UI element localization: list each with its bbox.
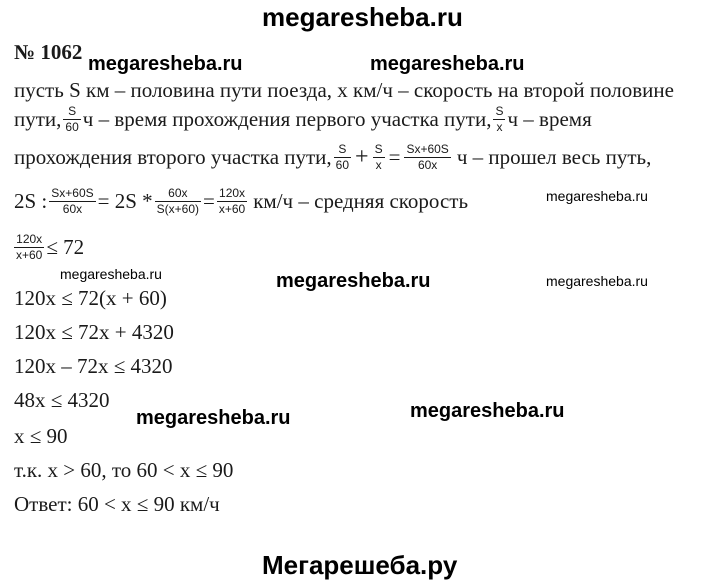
watermark-1: megaresheba.ru bbox=[88, 53, 243, 75]
watermark-small-3: megaresheba.ru bbox=[546, 273, 648, 289]
denominator: 60x bbox=[62, 202, 83, 216]
text-segment: км/ч – средняя скорость bbox=[253, 189, 469, 213]
numerator: S bbox=[374, 142, 383, 156]
watermark-3: megaresheba.ru bbox=[276, 270, 431, 292]
inequality-rhs: ≤ 72 bbox=[46, 235, 85, 259]
step-6: т.к. x > 60, то 60 < x ≤ 90 bbox=[14, 458, 234, 482]
denominator: S(x+60) bbox=[156, 202, 200, 216]
fraction-s-over-60 bbox=[334, 142, 351, 173]
denominator: 60x bbox=[417, 158, 438, 172]
problem-number: № 1062 bbox=[14, 40, 83, 64]
numerator: 60x bbox=[155, 186, 201, 202]
fraction-s-over-x bbox=[373, 142, 385, 173]
step-5: x ≤ 90 bbox=[14, 424, 68, 448]
text-segment: пути, bbox=[14, 107, 62, 131]
numerator: 120x bbox=[14, 232, 44, 248]
text-segment: ч – время bbox=[507, 107, 592, 131]
denominator: x+60 bbox=[16, 248, 43, 262]
site-watermark-bottom: Мегарешеба.ру bbox=[262, 550, 458, 580]
text-segment: = bbox=[203, 189, 215, 213]
plus-sign: + bbox=[355, 144, 369, 170]
fraction-average-speed bbox=[14, 232, 44, 263]
watermark-small-2: megaresheba.ru bbox=[60, 266, 162, 282]
watermark-small-1: megaresheba.ru bbox=[546, 188, 648, 204]
numerator: S bbox=[63, 104, 80, 120]
text-segment: 2S : bbox=[14, 189, 48, 213]
denominator: 60 bbox=[65, 120, 79, 134]
numerator: S bbox=[334, 142, 351, 158]
numerator: S bbox=[495, 104, 504, 118]
watermark-2: megaresheba.ru bbox=[370, 53, 525, 75]
denominator: x bbox=[375, 158, 382, 172]
numerator: 120x bbox=[217, 186, 247, 202]
numerator: Sx+60S bbox=[406, 142, 449, 156]
paragraph-line-1: пусть S км – половина пути поезда, x км/ч – скорость на второй половине bbox=[14, 78, 674, 102]
fraction-inverse bbox=[155, 186, 201, 217]
denominator: x+60 bbox=[218, 202, 246, 216]
paragraph-line-2 bbox=[14, 104, 592, 135]
answer: Ответ: 60 < x ≤ 90 км/ч bbox=[14, 492, 220, 516]
step-4: 48x ≤ 4320 bbox=[14, 388, 110, 412]
step-3: 120x – 72x ≤ 4320 bbox=[14, 354, 173, 378]
text-segment: = 2S * bbox=[97, 189, 153, 213]
step-1: 120x ≤ 72(x + 60) bbox=[14, 286, 167, 310]
denominator: 60 bbox=[335, 158, 350, 172]
paragraph-line-4 bbox=[14, 186, 468, 217]
denominator: x bbox=[496, 120, 503, 134]
fraction-s-over-60 bbox=[63, 104, 80, 135]
numerator: Sx+60S bbox=[51, 186, 94, 200]
fraction-sum bbox=[404, 142, 450, 173]
watermark-5: megaresheba.ru bbox=[410, 400, 565, 422]
fraction-average-speed bbox=[217, 186, 247, 217]
fraction-s-over-x bbox=[493, 104, 505, 135]
step-2: 120x ≤ 72x + 4320 bbox=[14, 320, 174, 344]
fraction-total-time bbox=[49, 186, 95, 217]
text-segment: ч – прошел весь путь, bbox=[456, 145, 652, 169]
paragraph-line-3 bbox=[14, 142, 651, 173]
text-segment: ч – время прохождения первого участка пути, bbox=[82, 107, 492, 131]
site-watermark-top: megaresheba.ru bbox=[262, 2, 463, 32]
text-segment: прохождения второго участка пути, bbox=[14, 145, 332, 169]
watermark-4: megaresheba.ru bbox=[136, 407, 291, 429]
inequality-line bbox=[14, 232, 84, 263]
equals-sign: = bbox=[388, 145, 401, 169]
